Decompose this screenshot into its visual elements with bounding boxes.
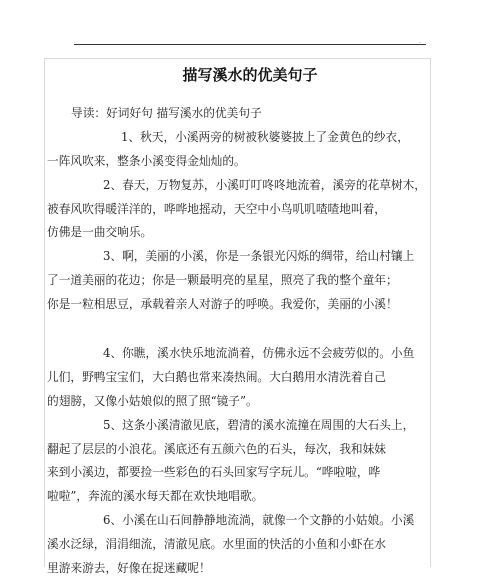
paragraph-line: 里游来游去，好像在捉迷藏呢！ bbox=[47, 561, 211, 576]
header-rule bbox=[74, 44, 426, 45]
paragraph-line: 一阵风吹来，整条小溪变得金灿灿的。 bbox=[47, 153, 246, 168]
paragraph-line: 6、小溪在山石间静静地流淌，就像一个文静的小姑娘。小溪 bbox=[103, 513, 415, 528]
paragraph-line: 你是一粒相思豆，承载着亲人对游子的呼唤。我爱你，美丽的小溪！ bbox=[47, 297, 398, 312]
intro-line: 导读：好词好句 描写溪水的优美句子 bbox=[71, 106, 262, 120]
paragraph-gap bbox=[47, 317, 425, 342]
paragraph-line: 5、这条小溪清澈见底，碧清的溪水流撞在周围的大石头上， bbox=[103, 417, 415, 432]
paragraph-line: 的翅膀，又像小姑娘似的照了照“镜子”。 bbox=[47, 393, 258, 408]
paragraph-line: 2、春天，万物复苏，小溪叮叮咚咚地流着，溪旁的花草树木， bbox=[103, 177, 426, 192]
paragraph-line: 被春风吹得暖洋洋的，哗哗地摇动，天空中小鸟叽叽喳喳地叫着， bbox=[47, 201, 386, 216]
document-body bbox=[47, 102, 425, 581]
paragraph-line: 儿们，野鸭宝宝们，大白鹅也常来凑热闹。大白鹅用水清洗着自己 bbox=[47, 369, 386, 384]
paragraph-line: 啦啦”，奔流的溪水每天都在欢快地唱歌。 bbox=[47, 489, 264, 504]
paragraph-line: 了一道美丽的花边；你是一颗最明亮的星星，照亮了我的整个童年； bbox=[47, 273, 398, 288]
header-mark: . bbox=[419, 38, 421, 45]
document-title: 描写溪水的优美句子 bbox=[182, 66, 318, 84]
paragraph-line: 溪水泛绿，涓涓细流，清澈见底。水里面的快活的小鱼和小虾在水 bbox=[47, 537, 386, 552]
paragraph-line: 3、啊，美丽的小溪，你是一条银光闪烁的绸带，给山村镶上 bbox=[103, 249, 415, 264]
paragraph-line: 翻起了层层的小浪花。溪底还有五颜六色的石头，每次，我和妹妹 bbox=[47, 441, 386, 456]
paragraph-line: 1、秋天，小溪两旁的树被秋婆婆披上了金黄色的纱衣， bbox=[121, 129, 409, 144]
paragraph-line: 来到小溪边，都要捡一些彩色的石头回家写字玩儿。“哗啦啦，哗 bbox=[47, 465, 381, 480]
paragraph-line: 4、你瞧，溪水快乐地流淌着，仿佛永远不会疲劳似的。小鱼 bbox=[103, 346, 415, 361]
paragraph-line: 仿佛是一曲交响乐。 bbox=[47, 225, 153, 240]
